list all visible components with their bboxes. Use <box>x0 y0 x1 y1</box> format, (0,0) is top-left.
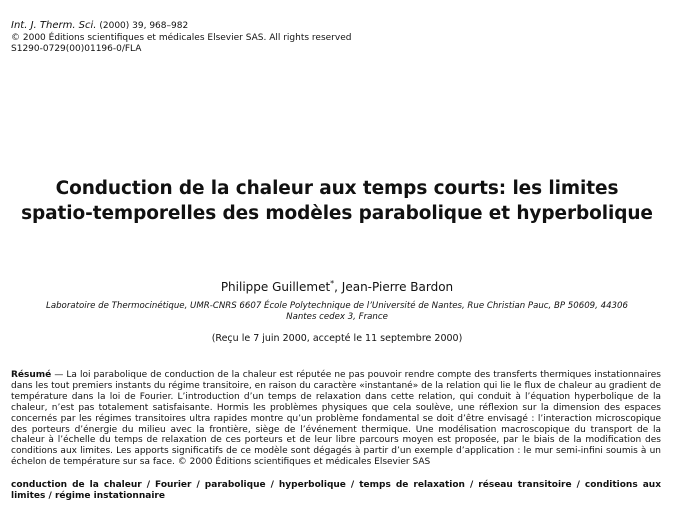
author-separator: , <box>334 280 342 294</box>
abstract <box>11 370 661 468</box>
abstract-label: Résumé <box>11 370 52 380</box>
abstract-text: La loi parabolique de conduction de la chaleur est réputée ne pas pouvoir rendre compte des transferts thermiques instationnaires dans les tout premiers instants du régime transitoire, en raison du caractère «instantané» de la relation qui lie le flux de chaleur au gradient de température dans la loi de Fourier. L’introduction d’un temps de relaxation dans cette relation, qui conduit à l’équation hyperbolique de la chaleur, n’est pas totalement satisfaisante. Hormis les problèmes physiques que cela soulève, une réflexion sur la dimension des espaces concernés par les régimes transitoires ultra rapides montre qu’un problème fondamental se doit d’être envisagé : l’interaction microscopique des porteurs d’énergie du milieu avec la frontière, siège de l’événement thermique. Une modélisation macroscopique du transport de la chaleur à l’échelle du temps de relaxation de ces porteurs et de leur libre parcours moyen est proposée, par le biais de la modification des conditions aux limites. Les apports significatifs de ce modèle sont dégagés à partir d’un exemple d’application : le mur semi-infini soumis à un échelon de température sur sa face. © 2000 Éditions scientifiques et médicales Elsevier SAS <box>11 370 661 468</box>
author-name: Philippe Guillemet <box>220 280 331 294</box>
keywords: conduction de la chaleur / Fourier / parabolique / hyperbolique / temps de relaxation / réseau transitoire / conditions aux limites / régime instationnaire <box>11 480 661 501</box>
author-name: Jean-Pierre Bardon <box>341 280 454 294</box>
author-list <box>0 279 674 294</box>
pii-line: S1290-0729(00)01196-0/FLA <box>11 44 142 54</box>
copyright-line: © 2000 Éditions scientifiques et médicales Elsevier SAS. All rights reserved <box>11 32 352 43</box>
abstract-dash: — <box>51 370 67 380</box>
affiliation: Laboratoire de Thermocinétique, UMR-CNRS 6607 École Polytechnique de l’Université de Nantes, Rue Christian Pauc, BP 50609, 44306 Nantes cedex 3, France <box>46 301 628 322</box>
citation-line <box>11 20 351 33</box>
journal-header <box>11 20 351 56</box>
journal-name: Int. J. Therm. Sci. <box>11 20 97 31</box>
received-dates: (Reçu le 7 juin 2000, accepté le 11 septembre 2000) <box>211 333 463 344</box>
paper-title: Conduction de la chaleur aux temps courts: les limites spatio-temporelles des modèles parabolique et hyperbolique <box>21 178 653 224</box>
corresponding-author-mark: * <box>330 279 335 288</box>
journal-citation: (2000) 39, 968–982 <box>99 21 189 31</box>
